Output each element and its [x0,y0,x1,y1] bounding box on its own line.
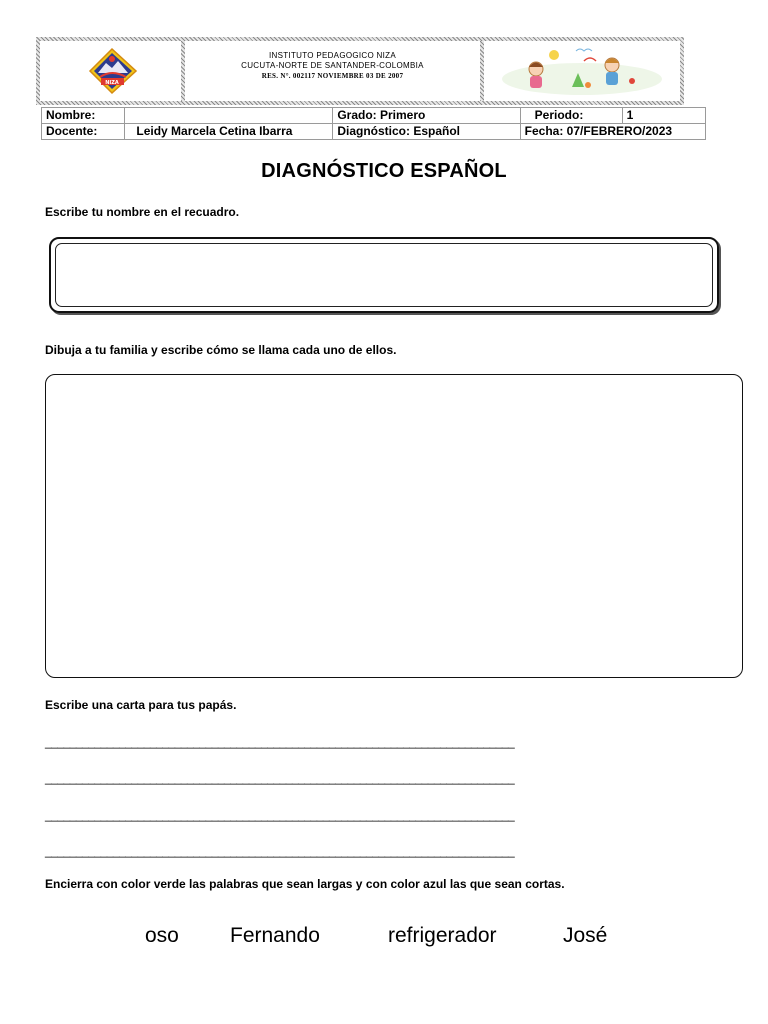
institute-title-block [185,41,480,101]
fecha-cell: Fecha: 07/FEBRERO/2023 [520,124,705,140]
nombre-instruction: Escribe tu nombre en el recuadro. [45,205,240,219]
writing-line[interactable]: ____________________________________________________________________________ [45,735,515,749]
nombre-field[interactable] [125,108,333,124]
logo-cell [40,41,181,101]
page-title: DIAGNÓSTICO ESPAÑOL [261,160,507,182]
resolution-text: RES. N°. 002117 NOVIEMBRE 03 DE 2007 [261,72,404,80]
docente-label: Docente: [42,124,125,140]
encierra-instruction: Encierra con color verde las palabras que sean largas y con color azul las que sean cortas. [45,877,565,891]
diagnostico-cell: Diagnóstico: Español [333,124,520,140]
info-table [41,107,706,140]
word-item[interactable]: refrigerador [388,924,497,947]
info-row [42,124,706,140]
docente-value: Leidy Marcela Cetina Ibarra [125,124,333,140]
writing-line[interactable]: ____________________________________________________________________________ [45,808,515,822]
writing-line[interactable]: ____________________________________________________________________________ [45,771,515,785]
carta-instruction: Escribe una carta para tus papás. [45,698,237,712]
children-playing-illustration-icon [484,41,680,101]
institute-location: CUCUTA-NORTE DE SANTANDER-COLOMBIA [241,61,424,70]
institute-name: INSTITUTO PEDAGOGICO NIZA [269,51,396,60]
word-item[interactable]: Fernando [230,924,320,947]
periodo-label: Periodo: [520,108,622,124]
illustration-cell [484,41,680,101]
nombre-label: Nombre: [42,108,125,124]
family-drawing-box[interactable] [45,374,743,678]
header-frame [36,37,684,105]
familia-instruction: Dibuja a tu familia y escribe cómo se llama cada uno de ellos. [45,343,397,357]
word-item[interactable]: José [563,924,608,947]
school-crest-logo-icon [40,41,181,101]
info-row [42,108,706,124]
name-answer-box[interactable] [49,237,719,313]
word-item[interactable]: oso [145,924,179,947]
logo-text: NIZA [105,80,119,86]
writing-line[interactable]: ____________________________________________________________________________ [45,844,515,858]
periodo-value: 1 [622,108,705,124]
grado-cell: Grado: Primero [333,108,520,124]
